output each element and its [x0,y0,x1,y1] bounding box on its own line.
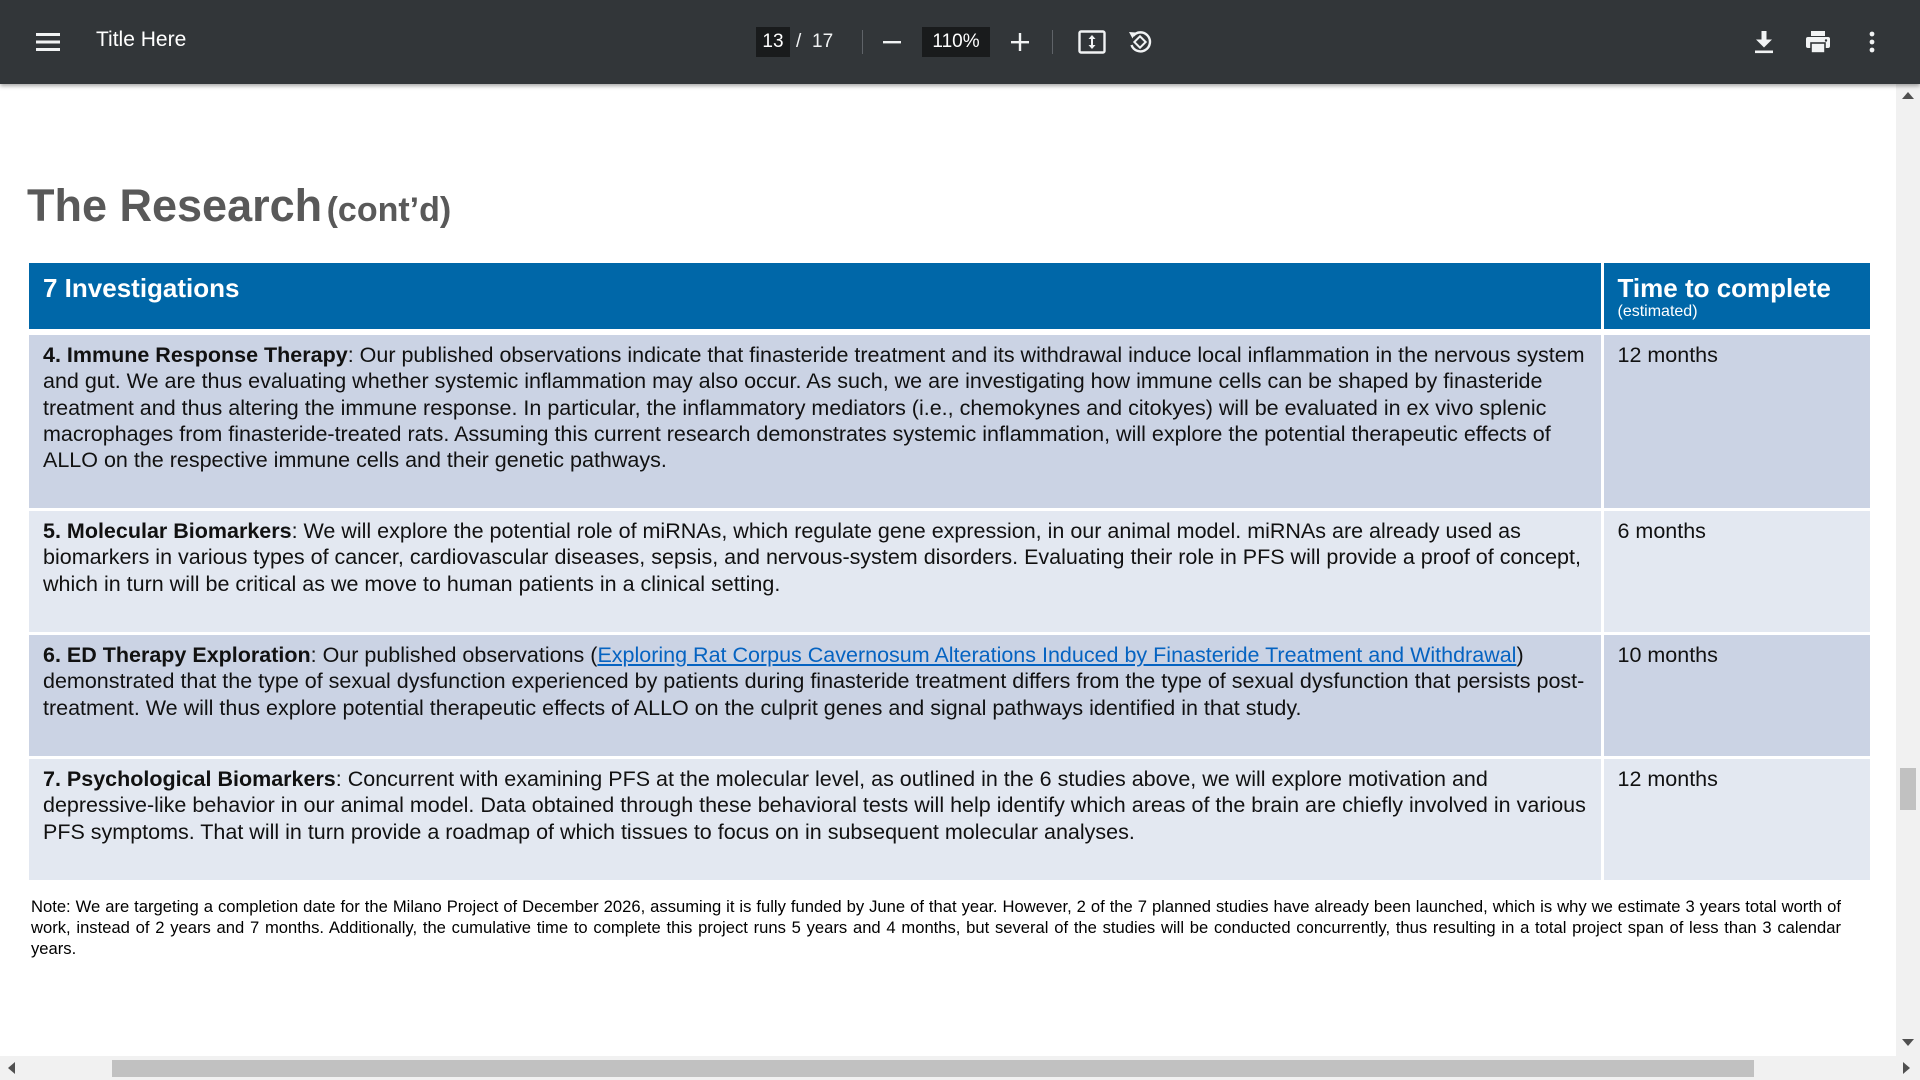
header-time-sublabel: (estimated) [1617,303,1698,320]
rotate-icon [1126,28,1154,56]
fit-to-page-button[interactable] [1072,22,1112,62]
investigation-text: : Concurrent with examining PFS at the molecular level, as outlined in the 6 studies above, we will explore motivation and depressive-like behavior in our animal model. Data obtained through these behavioral tests will help identify which areas of the brain are chiefly involved in various PFS symptoms. That will in turn provide a roadmap of which tissues to focus on in subsequent molecular analyses. [43,767,1586,844]
time-cell: 6 months [1602,510,1870,634]
investigation-text: : Our published observations ( [310,643,598,667]
print-button[interactable] [1798,22,1838,62]
zoom-in-button[interactable] [1000,22,1040,62]
scroll-up-arrow-icon[interactable] [1902,92,1914,99]
time-cell: 10 months [1602,634,1870,758]
download-icon [1753,30,1775,54]
pdf-toolbar [0,0,1920,84]
page-total: 17 [812,31,834,52]
plus-icon [1010,32,1030,52]
zoom-out-button[interactable] [872,22,912,62]
page-number-input[interactable]: 13 [756,27,790,57]
investigation-text: ) demonstrated that the type of sexual dysfunction experienced by patients during finasteride treatment differs from the type of sexual dysfunction that persists post-treatment. We will thus explore potential therapeutic effects of ALLO on the culprit genes and signal pathways identified in that study. [43,643,1585,720]
investigation-text: : Our published observations indicate that finasteride treatment and its withdrawal induce local inflammation in the nervous system and gut. We are thus evaluating whether systemic inflammation may also occur. As such, we are investigating how immune cells can be shaped by finasteride treatment and thus altering the immune response. In particular, the inflammatory mediators (i.e., chemokynes and citokyes) will be evaluated in ex vivo splenic macrophages from finasteride-treated rats. Assuming this current research demonstrates systemic inflammation, will explore the potential therapeutic effects of ALLO on the respective immune cells and their genetic pathways. [43,343,1585,473]
vertical-scroll-thumb[interactable] [1900,768,1916,810]
rotate-button[interactable] [1120,22,1160,62]
header-time [1602,263,1870,332]
download-button[interactable] [1744,22,1784,62]
menu-icon [35,32,61,52]
table-row [29,332,1870,510]
investigations-table [29,263,1870,883]
header-investigations [29,263,1602,332]
menu-button[interactable] [28,22,68,62]
page-separator: / [796,31,802,52]
page-gap [0,1016,1896,1056]
investigation-title: 5. Molecular Biomarkers [43,519,292,543]
table-row [29,634,1870,758]
horizontal-scroll-thumb[interactable] [112,1060,1754,1077]
table-row [29,510,1870,634]
scroll-down-arrow-icon[interactable] [1902,1039,1914,1046]
table-header-row [29,263,1870,332]
heading-main: The Research [27,180,323,231]
more-vert-icon [1868,30,1876,54]
horizontal-scrollbar[interactable] [0,1056,1920,1080]
print-icon [1805,30,1831,54]
document-title: Title Here [96,28,187,51]
document-viewer [0,84,1896,1056]
investigation-title: 6. ED Therapy Exploration [43,643,311,667]
investigation-text: : We will explore the potential role of miRNAs, which regulate gene expression, in our animal model. miRNAs are already used as biomarkers in various types of cancer, cardiovascular diseases, sepsis, and nervous-system disorders. Evaluating their role in PFS will provide a proof of concept, which in turn will be critical as we move to human patients in a clinical setting. [43,519,1581,596]
table-row [29,758,1870,882]
investigation-cell [29,758,1602,882]
time-cell: 12 months [1602,758,1870,882]
page-heading [27,180,451,232]
scroll-right-arrow-icon[interactable] [1903,1062,1910,1074]
scroll-left-arrow-icon[interactable] [8,1062,15,1074]
study-link[interactable]: Exploring Rat Corpus Cavernosum Alterations Induced by Finasteride Treatment and Withdrawal [597,643,1517,667]
vertical-scrollbar[interactable] [1896,84,1920,1056]
investigation-title: 4. Immune Response Therapy [43,343,348,367]
investigation-title: 7. Psychological Biomarkers [43,767,336,791]
minus-icon [882,32,902,52]
time-cell: 12 months [1602,332,1870,510]
investigation-cell [29,332,1602,510]
more-options-button[interactable] [1852,22,1892,62]
header-time-label: Time to complete [1617,273,1831,303]
investigation-cell [29,510,1602,634]
header-investigations-label: 7 Investigations [43,273,240,303]
toolbar-divider [1052,30,1053,54]
fit-to-page-icon [1078,30,1106,54]
heading-sub: (cont’d) [326,191,452,229]
footnote: Note: We are targeting a completion date for the Milano Project of December 2026, assuming it is fully funded by June of that year. However, 2 of the 7 planned studies have already been launched, which is why we estimate 3 years total worth of work, instead of 2 years and 7 months. Additionally, the cumulative time to complete this project runs 5 years and 4 months, but several of the studies will be conducted concurrently, thus resulting in a total project span of less than 3 calendar years. [31,897,1841,958]
investigation-cell [29,634,1602,758]
zoom-level-input[interactable]: 110% [922,27,990,57]
toolbar-divider [862,30,863,54]
